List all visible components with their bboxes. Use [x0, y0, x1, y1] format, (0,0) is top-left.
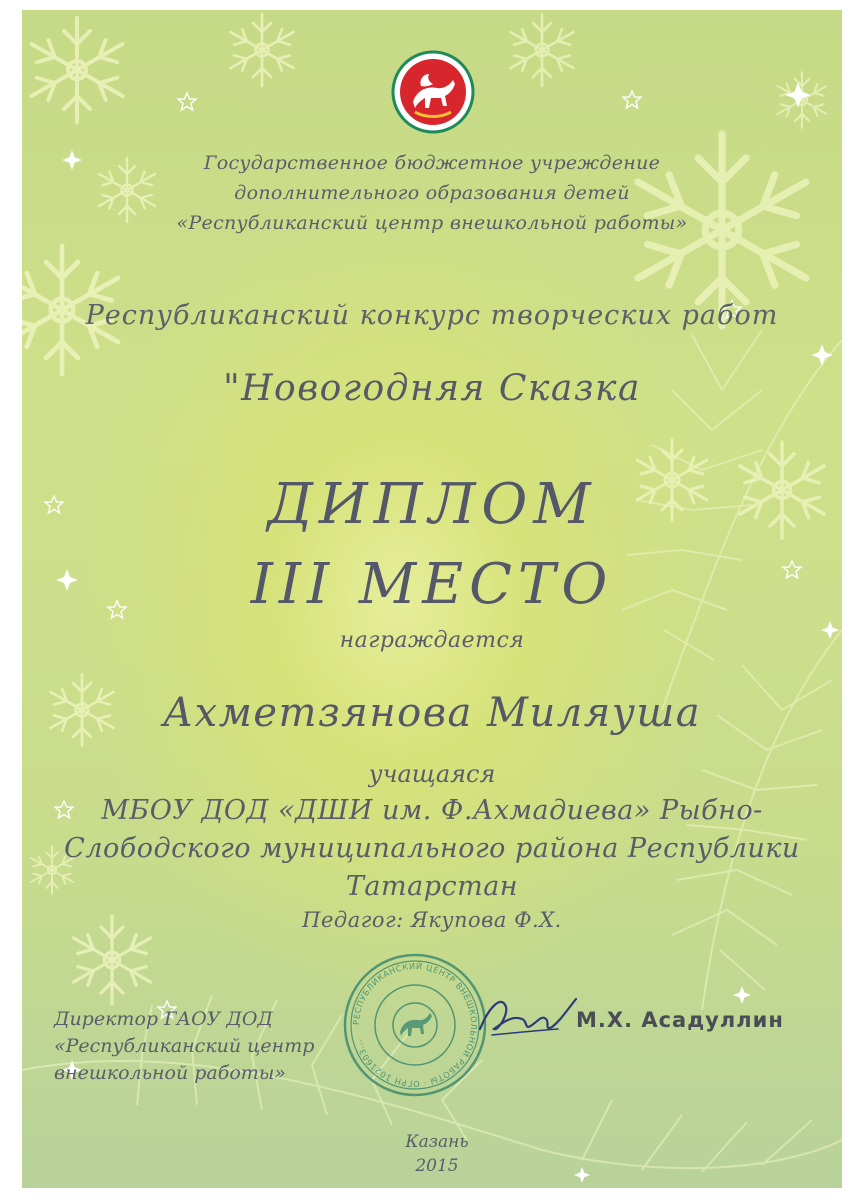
handwritten-signature-icon: [472, 985, 582, 1055]
school-name: [22, 792, 842, 906]
institution-name: [22, 148, 842, 238]
diploma-heading: ДИПЛОМ: [267, 472, 597, 537]
director-line: внешкольной работы»: [54, 1062, 286, 1084]
institution-line: Государственное бюджетное учреждение: [203, 152, 661, 174]
place-and-year: [362, 1130, 512, 1178]
director-line: Директор ГАОУ ДОД: [54, 1008, 273, 1030]
diploma-sheet: [22, 10, 842, 1188]
tatarstan-emblem-icon: [391, 50, 475, 134]
official-seal-icon: [340, 950, 490, 1100]
institution-line: дополнительного образования детей: [234, 182, 630, 204]
city-name: Казань: [405, 1132, 469, 1152]
contest-name: Республиканский конкурс творческих работ: [85, 300, 779, 331]
awarded-label: награждается: [339, 628, 525, 653]
director-line: «Республиканский центр: [54, 1035, 315, 1057]
signer-name: М.Х. Асадуллин: [576, 1008, 784, 1032]
seal-text: РЕСПУБЛИКАНСКИЙ ЦЕНТР ВНЕШКОЛЬНОЙ РАБОТЫ · ОГРН 1021603...: [350, 960, 480, 1090]
director-title: [54, 1006, 314, 1087]
school-line: Татарстан: [345, 871, 519, 902]
recipient-name: Ахметзянова Миляуша: [162, 690, 702, 736]
snowflake-icon: [511, 14, 827, 538]
school-line: МБОУ ДОД «ДШИ им. Ф.Ахмадиева» Рыбно-: [101, 795, 763, 826]
school-line: Слободского муниципального района Республики: [64, 833, 800, 864]
teacher-name: Педагог: Якупова Ф.Х.: [302, 908, 562, 932]
contest-title: "Новогодняя Сказка: [223, 368, 641, 409]
place-heading: III МЕСТО: [250, 552, 614, 617]
student-label: учащаяся: [368, 760, 496, 788]
year: 2015: [415, 1156, 459, 1176]
institution-line: «Республиканский центр внешкольной работы»: [176, 212, 688, 234]
